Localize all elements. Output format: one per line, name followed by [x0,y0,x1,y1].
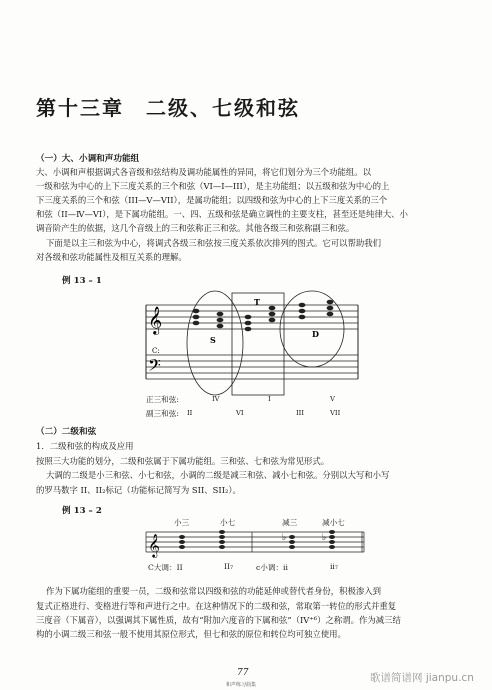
secondary-numeral-vii: VII [330,409,341,417]
minor-label: c小调：ii [256,563,288,572]
secondary-numeral-iii: III [296,409,305,417]
section1-heading: （一）大、小调和声功能组 [36,154,140,164]
example2-label: 例 13 – 2 [62,506,102,516]
chapter-title: 第十三章 二级、七级和弦 [36,96,300,120]
chord-name: 减三 [282,518,298,527]
section2-line: 大调的二级是小三和弦、小七和弦，小调的二级是减三和弦、减小七和弦。分别以大写和小写 [46,470,390,480]
section1-line: 大、小调和声根据调式各音级和弦结构及调功能属性的异同，将它们划分为三个功能组。以 [36,167,371,177]
section3-line: 构的小调二级三和弦一般不使用其原位形式，但七和弦的原位和转位均可独立使用。 [36,629,346,639]
page-number: 77 [237,668,249,678]
secondary-numeral-vi: VI [236,409,244,417]
example1-label: 例 13 – 1 [62,276,102,286]
section3-line: 三度音（下属音），以强调其下属性质，故有“附加六度音的下属和弦”（IV⁺⁶）之称谓。作为减三结 [36,615,401,625]
chord-name: 小三 [174,518,190,527]
chord-name: 小七 [220,518,236,527]
footer-text: 和声练习曲集 [226,682,257,688]
bass-staff [146,355,358,379]
major-second: II₇ [224,562,234,571]
example2-staff [142,526,368,560]
section1-line: 对各级和弦功能属性及相互关系的理解。 [36,252,187,262]
section3-line: 复式正格进行、变格进行等和声进行之中。在这种情况下的二级和弦，常取第一转位的形式并重复 [36,601,397,611]
section1-line: 和弦（II—Ⅳ—VI），是下属功能组。一、四、五级和弦是确立调性的主要支柱，甚至还是纯律大、小 [36,209,408,219]
section2-heading: （二）二级和弦 [36,427,97,437]
section1-line: 下面是以主三和弦为中心，将调式各级三和弦按三度关系依次排列的图式。它可以帮助我们 [46,238,381,248]
minor-second: ii₇ [330,562,338,571]
section1-line: 一级和弦为中心的上下三度关系的三个和弦（VI—Ⅰ—III），是主功能组；以五级和弦为中心的上 [36,181,390,191]
secondary-numeral-ii: II [187,409,193,417]
treble-clef-icon: 𝄞 [148,306,163,334]
section2-line: 的罗马数字 II、II₂标记（功能标记简写为 SII、SII₂）。 [36,485,241,495]
whole-notes [193,300,334,332]
chord-name: 减小七 [322,518,345,527]
section1-line: 调音阶产生的依据，这几个音级上的三和弦称正三和弦。其他各级三和弦称副三和弦。 [36,223,355,233]
major-label: C大调：II [148,563,183,572]
section2-subheading: 1．二级和弦的构成及应用 [36,441,134,451]
key-label: C: [152,347,160,355]
function-label-t: T [254,297,260,307]
section3-line: 作为下属功能组的重要一员，二级和弦常以四级和弦的功能延伸或替代者身份，积极渗入到 [46,586,381,596]
treble-clef-icon: 𝄞 [148,533,160,557]
primary-numeral-v: V [330,395,335,403]
section1-line: 下三度关系的三个和弦（III—Ⅴ—VII），是属功能组；以四级和弦为中心的上下三度关系的三个 [36,195,388,205]
treble-staff [146,305,358,329]
flat-icon: ♭ [322,533,327,543]
example1-staff [140,283,370,403]
function-label-d: D [312,329,319,339]
primary-numeral-i: I [268,395,271,403]
section2-line: 按照三大功能的划分，二级和弦属于下属功能组。三和弦、七和弦为常见形式。 [36,456,330,466]
function-label-s: S [210,335,216,345]
primary-label: 正三和弦: [146,395,179,404]
watermark: 歌谱简谱网 jianpu.cn [370,672,474,684]
bass-clef-icon: 𝄢 [148,355,161,379]
secondary-label: 副三和弦: [146,409,179,418]
primary-numeral-iv: IV [212,395,220,403]
flat-icon: ♭ [282,533,287,543]
